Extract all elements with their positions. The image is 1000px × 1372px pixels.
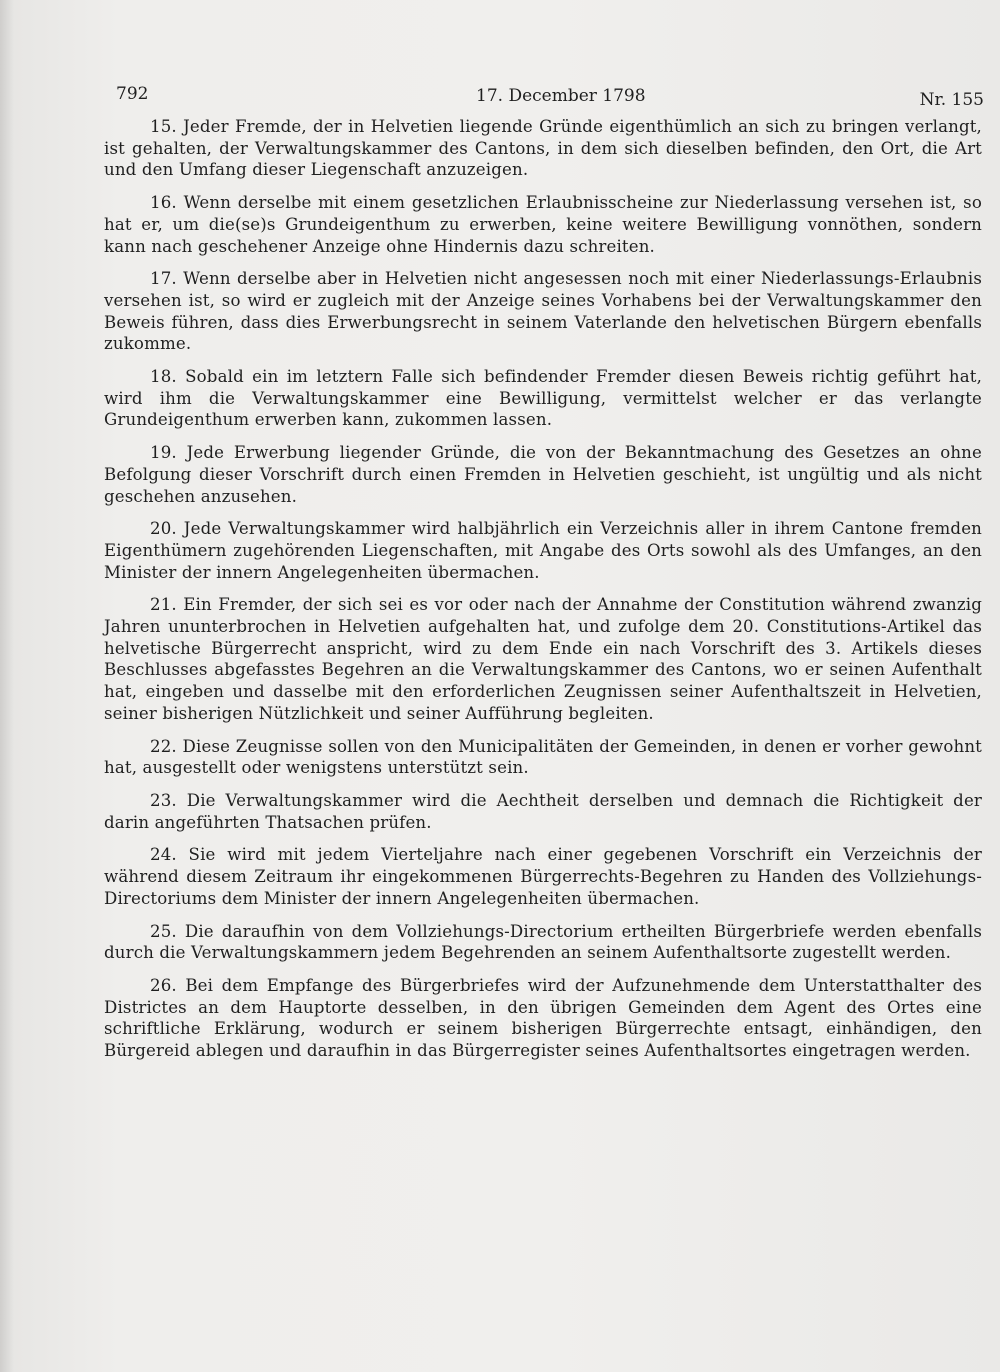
paragraph-22: 22. Diese Zeugnisse sollen von den Municipalitäten der Gemeinden, in denen er vorher gewohnt hat, ausgestellt oder wenigstens unterstützt sein. (104, 736, 982, 778)
paragraph-19: 19. Jede Erwerbung liegender Gründe, die von der Bekanntmachung des Gesetzes an ohne Befolgung dieser Vorschrift durch einen Fremden in Helvetien geschieht, ist ungültig und als nicht geschehen anzusehen. (104, 443, 982, 506)
page-number: 792 (116, 84, 149, 104)
page-date: 17. December 1798 (476, 86, 646, 106)
document-number: Nr. 155 (919, 90, 984, 110)
page-binding-shadow (0, 0, 14, 1372)
paragraph-20: 20. Jede Verwaltungskammer wird halbjährlich ein Verzeichnis aller in ihrem Cantone fremden Eigenthümern zugehörenden Liegenschaften, mit Angabe des Orts sowohl als des Umfanges, an den Minister der innern Angelegenheiten übermachen. (104, 519, 982, 582)
paragraph-16: 16. Wenn derselbe mit einem gesetzlichen Erlaubnisscheine zur Niederlassung versehen ist, so hat er, um die(se)s Grundeigenthum zu erwerben, keine weitere Bewilligung vonnöthen, sondern kann nach geschehener Anzeige ohne Hindernis dazu schreiten. (104, 193, 982, 256)
paragraph-18: 18. Sobald ein im letztern Falle sich befindender Fremder diesen Beweis richtig geführt hat, wird ihm die Verwaltungskammer eine Bewilligung, vermittelst welcher er das verlangte Grundeigenthum erwerben kann, zukommen lassen. (104, 367, 982, 430)
paragraph-15: 15. Jeder Fremde, der in Helvetien liegende Gründe eigenthümlich an sich zu bringen verlangt, ist gehalten, der Verwaltungskammer des Cantons, in dem sich dieselben befinden, den Ort, die Art und den Umfang dieser Liegenschaft anzuzeigen. (104, 117, 982, 180)
paragraph-25: 25. Die daraufhin von dem Vollziehungs-Directorium ertheilten Bürgerbriefe werden ebenfalls durch die Verwaltungskammern jedem Begehrenden an seinem Aufenthaltsorte zugestellt werden. (104, 921, 982, 963)
document-body (104, 116, 982, 1073)
paragraph-17: 17. Wenn derselbe aber in Helvetien nicht angesessen noch mit einer Niederlassungs-Erlaubnis versehen ist, so wird er zugleich mit der Anzeige seines Vorhabens bei der Verwaltungskammer den Beweis führen, dass dies Erwerbungsrecht in seinem Vaterlande den helvetischen Bürgern ebenfalls zukomme. (104, 269, 982, 354)
paragraph-21: 21. Ein Fremder, der sich sei es vor oder nach der Annahme der Constitution während zwanzig Jahren ununterbrochen in Helvetien aufgehalten hat, und zufolge dem 20. Constitutions-Artikel das helvetische Bürgerrecht anspricht, wird zu dem Ende ein nach Vorschrift des 3. Artikels dieses Beschlusses abgefasstes Begehren an die Verwaltungskammer des Cantons, wo er seinen Aufenthalt hat, eingeben und dasselbe mit den erforderlichen Zeugnissen seiner Aufenthaltszeit in Helvetien, seiner bisherigen Nützlichkeit und seiner Aufführung begleiten. (104, 595, 982, 723)
paragraph-23: 23. Die Verwaltungskammer wird die Aechtheit derselben und demnach die Richtigkeit der darin angeführten Thatsachen prüfen. (104, 790, 982, 832)
paragraph-26: 26. Bei dem Empfange des Bürgerbriefes wird der Aufzunehmende dem Unterstatthalter des Districtes an dem Hauptorte desselben, in den übrigen Gemeinden dem Agent des Ortes eine schriftliche Erklärung, wodurch er seinem bisherigen Bürgerrechte entsagt, einhändigen, den Bürgereid ablegen und daraufhin in das Bürgerregister seines Aufenthaltsortes eingetragen werden. (104, 975, 982, 1061)
page-header (116, 84, 988, 114)
paragraph-24: 24. Sie wird mit jedem Vierteljahre nach einer gegebenen Vorschrift ein Verzeichnis der während diesem Zeitraum ihr eingekommenen Bürgerrechts-Begehren zu Handen des Vollziehungs-Directoriums dem Minister der innern Angelegenheiten übermachen. (104, 845, 982, 908)
